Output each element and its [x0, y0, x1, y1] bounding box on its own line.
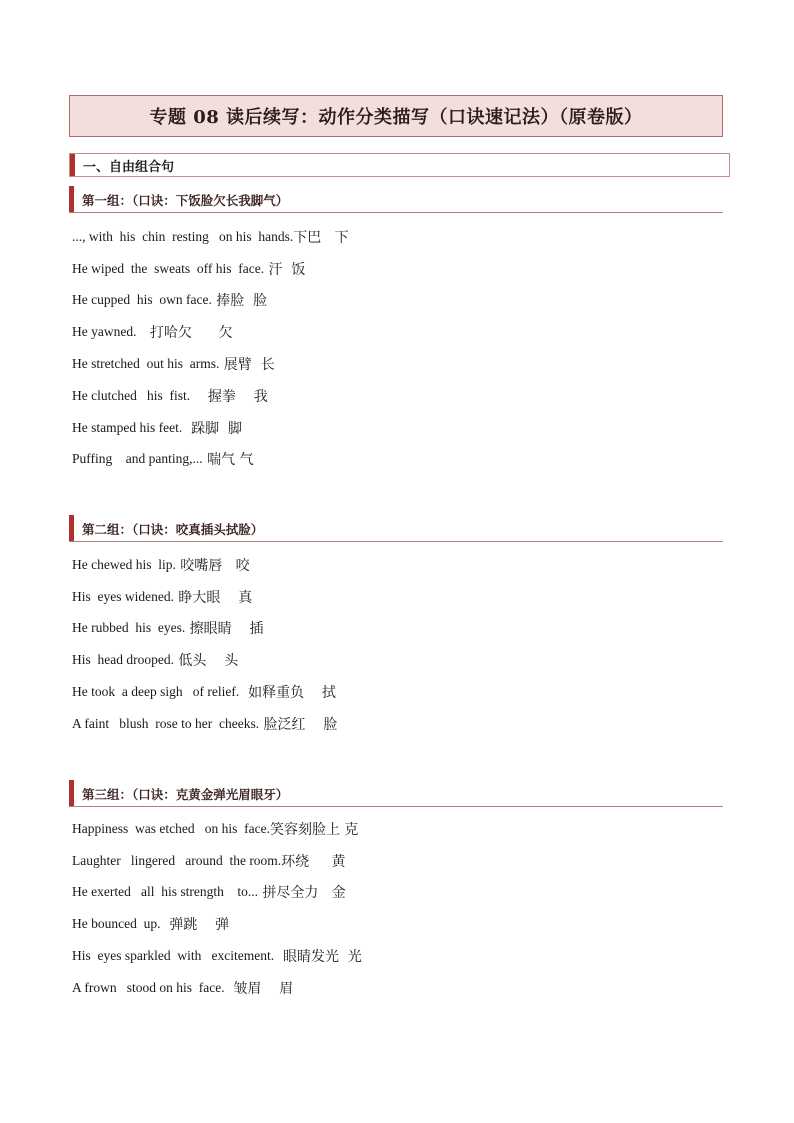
english-phrase: His head drooped.: [72, 652, 174, 668]
english-phrase: Puffing and panting,...: [72, 451, 203, 467]
phrase-line: [72, 348, 712, 380]
phrase-line: [72, 221, 712, 253]
english-phrase: His eyes sparkled with excitement.: [72, 948, 275, 964]
phrase-line: [72, 549, 712, 581]
group-1-heading: 第一组：（口诀：下饭脸欠长我脚气）: [82, 193, 289, 208]
chinese-gloss: 展臂 长: [219, 357, 275, 374]
section-heading: 一、自由组合句: [83, 159, 175, 175]
chinese-gloss: 拼尽全力 金: [257, 885, 346, 902]
chinese-gloss: 咬嘴唇 咬: [175, 557, 250, 574]
english-phrase: He stamped his feet.: [72, 419, 183, 435]
chinese-gloss: 擦眼睛 插: [185, 621, 264, 638]
group-2-list: [72, 549, 712, 740]
phrase-line: [72, 877, 712, 909]
english-phrase: He rubbed his eyes.: [72, 620, 186, 636]
english-phrase: He wiped the sweats off his face.: [72, 260, 265, 276]
phrase-line: [72, 253, 712, 285]
group-3-list: [72, 813, 712, 1004]
chinese-gloss: 如释重负 拭: [239, 685, 336, 702]
english-phrase: He chewed his lip.: [72, 556, 176, 572]
chinese-gloss: 睁大眼 真: [173, 589, 253, 606]
english-phrase: He took a deep sigh of relief.: [72, 684, 240, 700]
english-phrase: His eyes widened.: [72, 588, 174, 604]
phrase-line: [72, 972, 712, 1004]
phrase-line: [72, 813, 712, 845]
chinese-gloss: 捧脸 脸: [211, 293, 268, 310]
phrase-line: [72, 644, 712, 676]
phrase-line: [72, 380, 712, 412]
chinese-gloss: 下巴 下: [293, 229, 349, 246]
english-phrase: A faint blush rose to her cheeks.: [72, 715, 260, 731]
english-phrase: He yawned.: [72, 324, 137, 340]
english-phrase: Laughter lingered around the room.: [72, 852, 282, 868]
chinese-gloss: 脸泛红 脸: [259, 716, 338, 733]
chinese-gloss: 打哈欠 欠: [136, 325, 233, 342]
phrase-line: [72, 708, 712, 740]
chinese-gloss: 皱眉 眉: [224, 980, 294, 997]
english-phrase: He stretched out his arms.: [72, 356, 220, 372]
document-title-box: [69, 95, 723, 137]
group-3-heading: 第三组：（口诀：克黄金弹光眉眼牙）: [82, 787, 289, 802]
chinese-gloss: 弹跳 弹: [160, 917, 230, 934]
document-title: 专题 08 读后续写：动作分类描写（口诀速记法）（原卷版）: [149, 107, 643, 128]
phrase-line: [72, 285, 712, 317]
phrase-line: [72, 316, 712, 348]
section-heading-box: [69, 153, 730, 177]
group-accent-bar: [69, 780, 74, 806]
english-phrase: He cupped his own face.: [72, 292, 212, 308]
group-1-list: [72, 221, 712, 475]
phrase-line: [72, 412, 712, 444]
chinese-gloss: 跺脚 脚: [182, 420, 243, 437]
english-phrase: A frown stood on his face.: [72, 979, 225, 995]
group-accent-bar: [69, 186, 74, 212]
group-3-heading-box: [69, 778, 723, 807]
phrase-line: [72, 940, 712, 972]
chinese-gloss: 眼睛发光 光: [274, 949, 362, 966]
english-phrase: He bounced up.: [72, 916, 161, 932]
phrase-line: [72, 613, 712, 645]
chinese-gloss: 环绕 黄: [281, 853, 346, 870]
group-1-heading-box: [69, 184, 723, 213]
group-accent-bar: [69, 515, 74, 541]
phrase-line: [72, 676, 712, 708]
english-phrase: He clutched his fist.: [72, 387, 191, 403]
chinese-gloss: 汗 饭: [264, 261, 306, 278]
phrase-line: [72, 908, 712, 940]
english-phrase: ..., with his chin resting on his hands.: [72, 228, 294, 244]
english-phrase: Happiness was etched on his face.: [72, 820, 270, 836]
section-accent-bar: [70, 154, 75, 176]
phrase-line: [72, 845, 712, 877]
chinese-gloss: 低头 头: [173, 653, 239, 670]
english-phrase: He exerted all his strength to...: [72, 884, 258, 900]
chinese-gloss: 笑容刻脸上 克: [269, 821, 359, 838]
group-2-heading-box: [69, 513, 723, 542]
group-2-heading: 第二组：（口诀：咬真插头拭脸）: [82, 522, 264, 537]
phrase-line: [72, 581, 712, 613]
phrase-line: [72, 444, 712, 476]
chinese-gloss: 喘气 气: [202, 452, 254, 469]
chinese-gloss: 握拳 我: [190, 388, 268, 405]
